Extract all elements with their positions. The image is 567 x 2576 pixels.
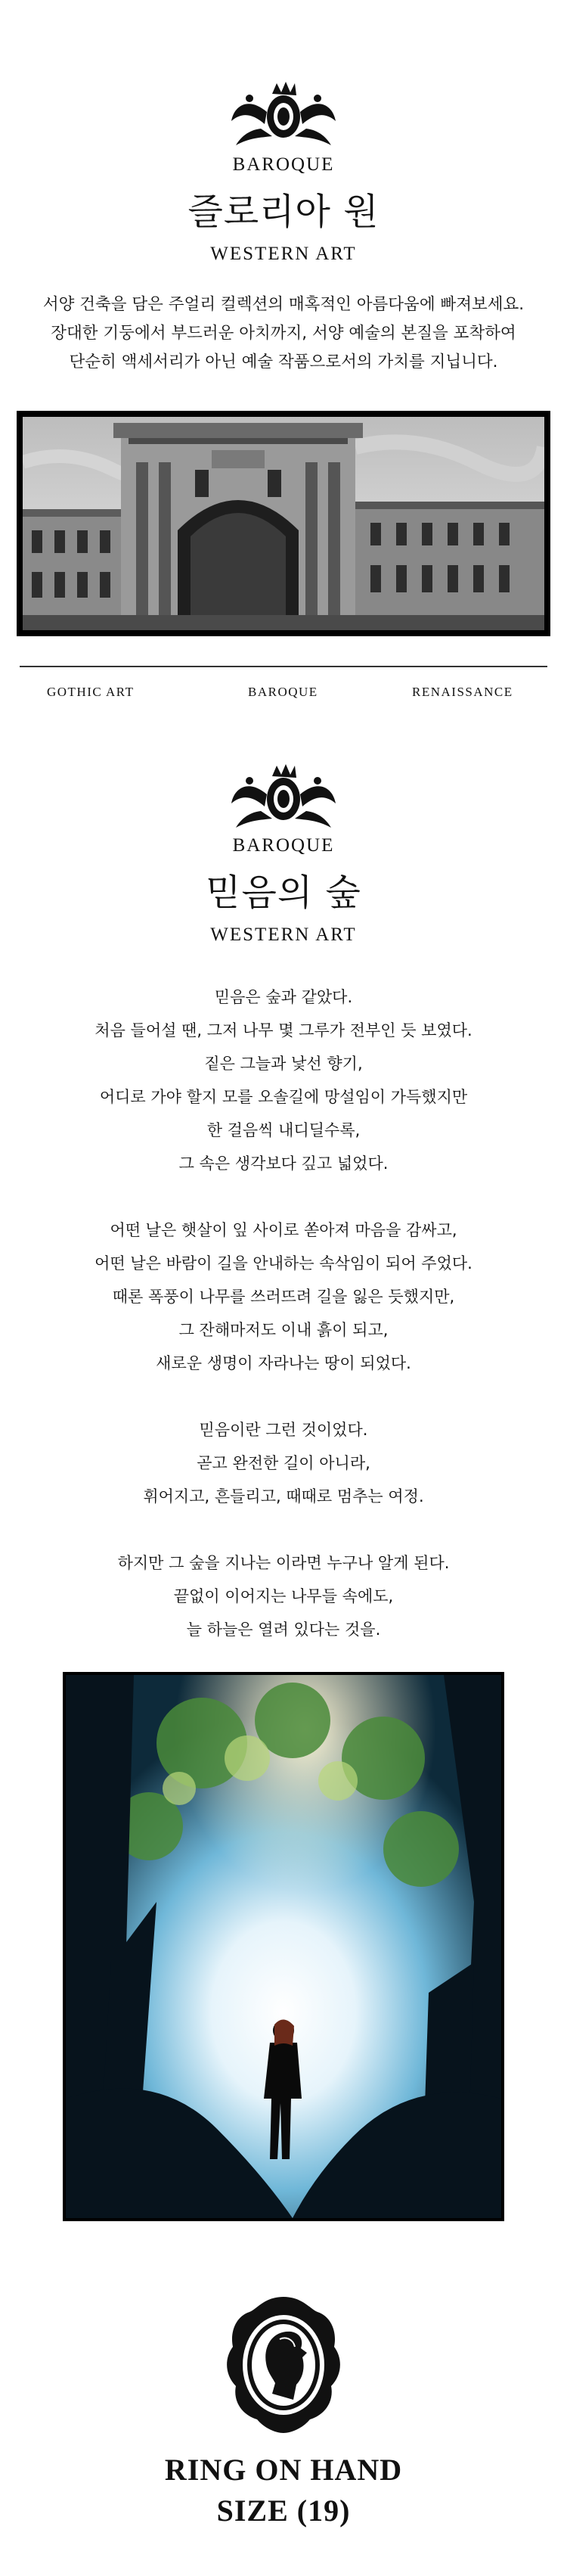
baroque-crest-icon: [227, 82, 340, 147]
poem-line: 한 걸음씩 내디딜수록,: [206, 1121, 361, 1139]
poem-line: 늘 하늘은 열려 있다는 것을.: [186, 1620, 381, 1639]
section2-kicker: BAROQUE: [232, 835, 335, 856]
poem-line: 어떤 날은 바람이 길을 안내하는 속삭임이 되어 주었다.: [94, 1254, 472, 1272]
poem-line: 그 잔해마저도 이내 흙이 되고,: [178, 1321, 389, 1339]
description-line: 장대한 기둥에서 부드러운 아치까지, 서양 예술의 본질을 포착하여: [51, 324, 516, 343]
poem-line: 휘어지고, 흔들리고, 때때로 멈추는 여정.: [143, 1487, 424, 1506]
poem-line: 어떤 날은 햇살이 잎 사이로 쏟아져 마음을 감싸고,: [110, 1221, 457, 1239]
section2-title: 믿음의 숲: [206, 872, 361, 914]
poem-line: 끝없이 이어지는 나무들 속에도,: [173, 1587, 394, 1605]
section1-title: 즐로리아 원: [187, 191, 380, 233]
product-line1: RING ON HAND: [164, 2453, 403, 2487]
product-line2: SIZE (19): [216, 2494, 351, 2528]
forest-illustration: [63, 1672, 504, 2221]
cameo-medallion-icon: [219, 2294, 348, 2435]
poem-line: 믿음은 숲과 같았다.: [214, 988, 353, 1006]
poem-line: 새로운 생명이 자라나는 땅이 되었다.: [156, 1354, 411, 1372]
poem-line: 그 속은 생각보다 깊고 넓었다.: [178, 1154, 389, 1173]
poem-line: 때론 폭풍이 나무를 쓰러뜨려 길을 잃은 듯했지만,: [112, 1288, 455, 1306]
section1-description: [0, 291, 567, 377]
architecture-photo: [17, 411, 550, 636]
poem-line: 짙은 그늘과 낯선 향기,: [204, 1055, 363, 1073]
nav-baroque[interactable]: BAROQUE: [248, 685, 318, 699]
poem-line: 곧고 완전한 길이 아니라,: [197, 1454, 370, 1472]
product-caption: [0, 2450, 567, 2531]
baroque-crest-icon: [227, 764, 340, 829]
section2-subtitle: WESTERN ART: [210, 924, 357, 945]
nav-gothic-art[interactable]: GOTHIC ART: [47, 685, 135, 699]
poem-line: 처음 들어설 땐, 그저 나무 몇 그루가 전부인 듯 보였다.: [94, 1021, 472, 1039]
section-divider: [20, 666, 547, 667]
poem-line: 어디로 가야 할지 모를 오솔길에 망설임이 가득했지만: [99, 1088, 468, 1106]
section1-kicker: BAROQUE: [232, 154, 335, 175]
poem-line: 믿음이란 그런 것이었다.: [199, 1421, 368, 1439]
poem-line: 하지만 그 숲을 지나는 이라면 누구나 알게 된다.: [117, 1554, 450, 1572]
description-line: 서양 건축을 담은 주얼리 컬렉션의 매혹적인 아름다움에 빠져보세요.: [42, 295, 525, 314]
nav-renaissance[interactable]: RENAISSANCE: [412, 685, 513, 699]
description-line: 단순히 액세서리가 아닌 예술 작품으로서의 가치를 지닙니다.: [69, 353, 498, 371]
poem: [0, 980, 567, 1646]
section1-subtitle: WESTERN ART: [210, 244, 357, 264]
